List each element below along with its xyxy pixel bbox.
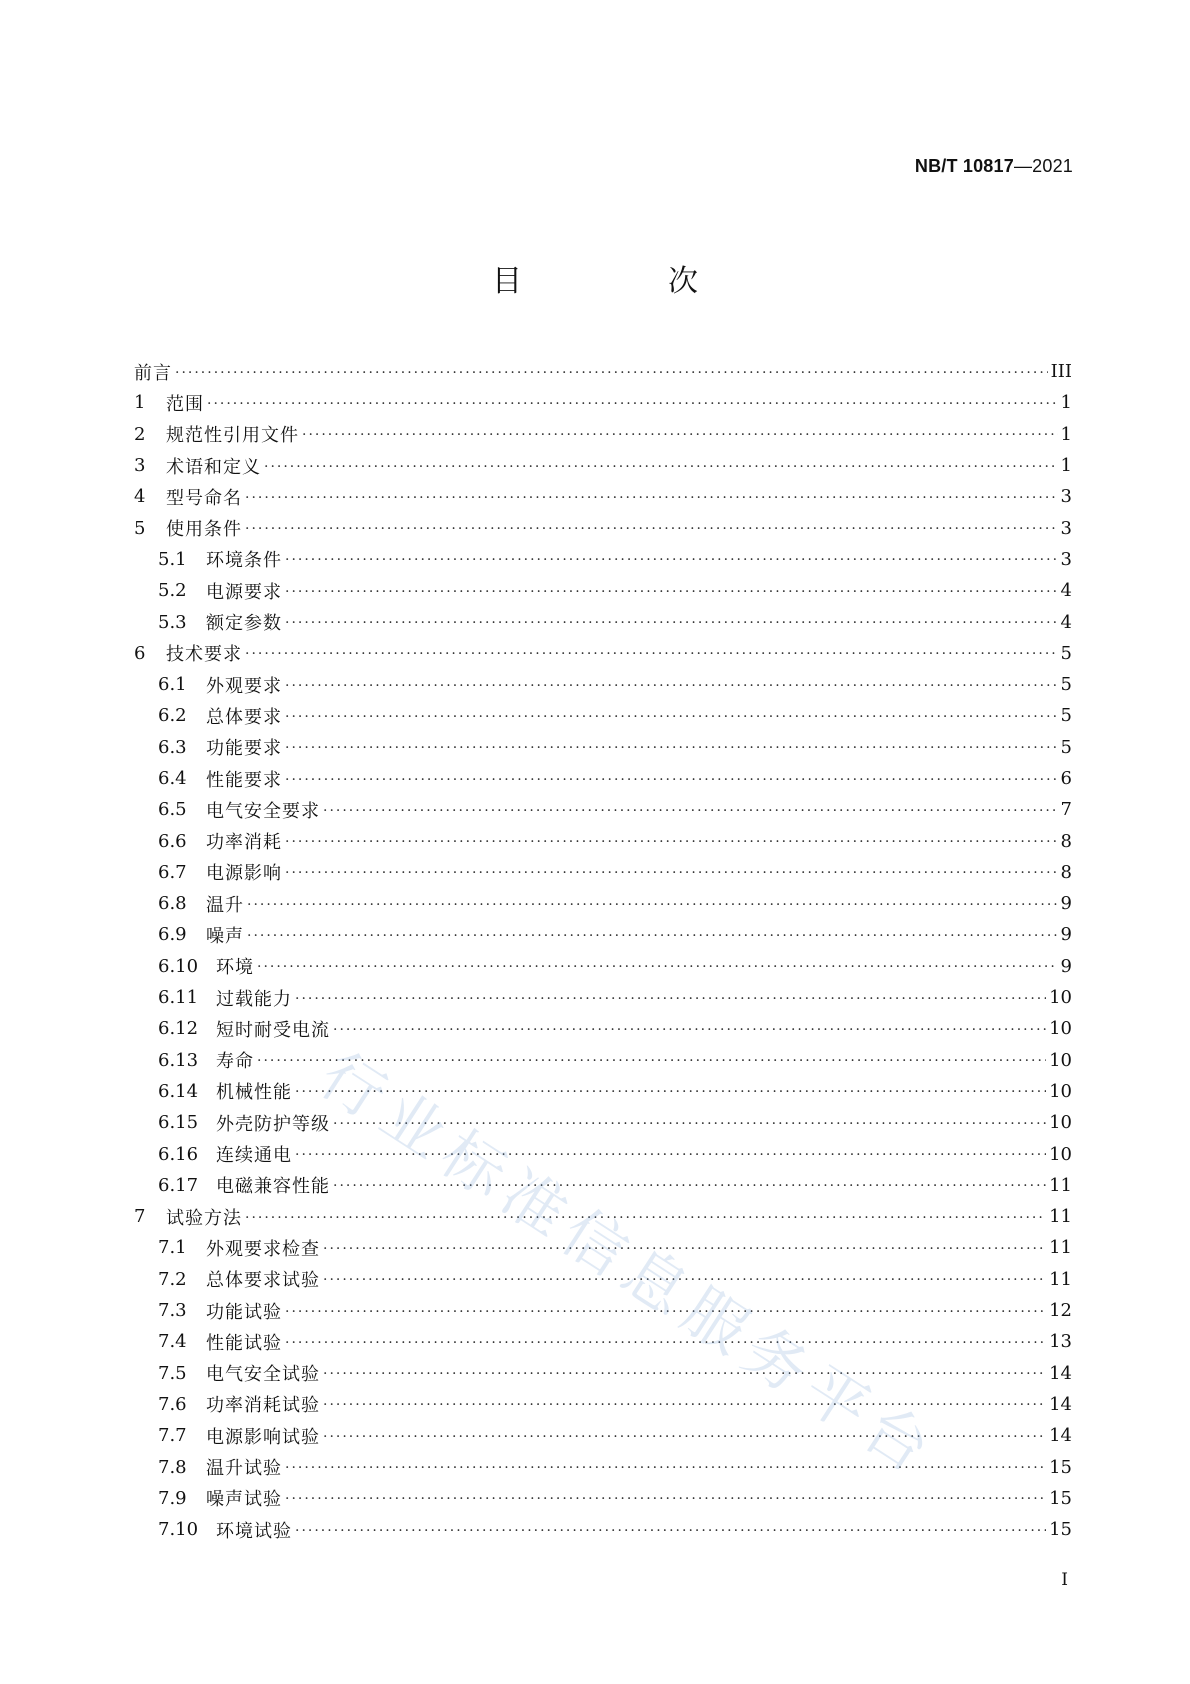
toc-entry[interactable] (134, 575, 1072, 606)
toc-entry[interactable] (134, 387, 1072, 418)
toc-entry-number: 7.3 (158, 1300, 187, 1322)
toc-entry[interactable] (134, 1514, 1072, 1545)
toc-entry-page: 13 (1049, 1331, 1072, 1353)
toc-entry-number: 6.15 (158, 1112, 199, 1134)
toc-dot-leader (333, 1178, 1046, 1194)
toc-entry-page: 3 (1060, 486, 1072, 508)
toc-entry-number: 6.10 (158, 955, 199, 977)
toc-dot-leader (257, 959, 1058, 975)
toc-dot-leader (285, 552, 1058, 568)
toc-entry-page: 1 (1060, 455, 1072, 477)
toc-entry-label: 外观要求检查 (206, 1238, 320, 1260)
toc-entry-number: 6.9 (158, 924, 187, 946)
toc-entry-label: 术语和定义 (166, 456, 261, 478)
toc-entry-label: 环境试验 (216, 1520, 292, 1542)
toc-entry-page: 10 (1049, 1049, 1072, 1071)
toc-entry-label: 电源要求 (206, 581, 282, 603)
toc-entry-page: 1 (1060, 423, 1072, 445)
toc-entry-number: 6.3 (158, 736, 187, 758)
watermark: 行业标准信息服务平台 (307, 1038, 952, 1492)
toc-entry[interactable] (134, 951, 1072, 982)
toc-entry-number: 4 (134, 486, 146, 508)
toc-entry-label: 连续通电 (216, 1145, 292, 1167)
toc-entry-number: 6.8 (158, 893, 187, 915)
toc-entry-label: 寿命 (216, 1051, 254, 1073)
toc-entry-page: 14 (1049, 1362, 1072, 1384)
toc-entry[interactable] (134, 919, 1072, 950)
toc-entry-label: 噪声试验 (206, 1489, 282, 1511)
toc-entry[interactable] (134, 1295, 1072, 1326)
toc-entry-label: 电磁兼容性能 (216, 1176, 330, 1198)
toc-dot-leader (285, 1304, 1046, 1320)
toc-entry-label: 功率消耗试验 (206, 1395, 320, 1417)
toc-entry-number: 6 (134, 642, 146, 664)
toc-entry-page: 3 (1060, 548, 1072, 570)
toc-entry[interactable] (134, 1358, 1072, 1389)
standard-code-number: NB/T 10817 (914, 156, 1014, 176)
toc-entry-label: 试验方法 (166, 1207, 242, 1229)
toc-entry-number: 6.13 (158, 1049, 199, 1071)
toc-dot-leader (285, 1491, 1046, 1507)
toc-entry[interactable] (134, 638, 1072, 669)
toc-entry[interactable] (134, 700, 1072, 731)
toc-entry-label: 额定参数 (206, 613, 282, 635)
toc-entry-page: 7 (1060, 799, 1072, 821)
toc-entry-number: 7.2 (158, 1268, 187, 1290)
toc-dot-leader (285, 678, 1058, 694)
toc-dot-leader (264, 459, 1058, 475)
toc-entry-label: 功能试验 (206, 1301, 282, 1323)
toc-entry-number: 7 (134, 1206, 146, 1228)
toc-entry-page: 11 (1049, 1174, 1072, 1196)
toc-dot-leader (323, 1366, 1046, 1382)
page-number: I (1061, 1570, 1068, 1590)
toc-dot-leader (285, 1460, 1046, 1476)
toc-entry[interactable] (134, 1264, 1072, 1295)
page-title: 目 次 (492, 264, 756, 299)
toc-entry[interactable] (134, 606, 1072, 637)
toc-entry-label: 型号命名 (166, 487, 242, 509)
toc-entry-number: 7.10 (158, 1519, 199, 1541)
toc-entry-label: 机械性能 (216, 1082, 292, 1104)
toc-entry[interactable] (134, 1483, 1072, 1514)
toc-entry-page: 11 (1049, 1206, 1072, 1228)
toc-entry-label: 温升试验 (206, 1458, 282, 1480)
toc-entry-number: 6.2 (158, 705, 187, 727)
toc-entry-label: 电气安全要求 (206, 800, 320, 822)
toc-entry[interactable] (134, 669, 1072, 700)
toc-entry-page: III (1050, 361, 1072, 383)
toc-entry-number: 7.5 (158, 1362, 187, 1384)
toc-entry[interactable] (134, 1326, 1072, 1357)
toc-entry-number: 5.3 (158, 611, 187, 633)
toc-dot-leader (295, 1147, 1046, 1163)
toc-entry[interactable] (134, 419, 1072, 450)
toc-entry-number: 6.5 (158, 799, 187, 821)
toc-entry-page: 4 (1060, 580, 1072, 602)
toc-dot-leader (245, 646, 1058, 662)
toc-dot-leader (333, 1022, 1046, 1038)
toc-dot-leader (285, 709, 1058, 725)
toc-entry[interactable] (134, 1076, 1072, 1107)
toc-entry[interactable] (134, 825, 1072, 856)
toc-entry-number: 2 (134, 423, 146, 445)
toc-entry[interactable] (134, 982, 1072, 1013)
toc-entry-page: 15 (1049, 1519, 1072, 1541)
toc-entry-number: 7.9 (158, 1487, 187, 1509)
toc-entry-page: 9 (1060, 893, 1072, 915)
toc-entry[interactable] (134, 450, 1072, 481)
toc-entry-page: 10 (1049, 1143, 1072, 1165)
toc-entry-page: 15 (1049, 1487, 1072, 1509)
toc-dot-leader (285, 772, 1058, 788)
toc-entry-page: 8 (1060, 861, 1072, 883)
toc-dot-leader (285, 865, 1058, 881)
toc-dot-leader (295, 991, 1046, 1007)
toc-entry-number: 7.8 (158, 1456, 187, 1478)
toc-dot-leader (323, 1429, 1046, 1445)
toc-dot-leader (245, 1210, 1046, 1226)
toc-entry-number: 6.16 (158, 1143, 199, 1165)
toc-entry-page: 9 (1060, 924, 1072, 946)
toc-entry-label: 前言 (134, 362, 172, 384)
toc-entry[interactable] (134, 857, 1072, 888)
toc-entry-number: 6.7 (158, 861, 187, 883)
toc-entry-number: 7.4 (158, 1331, 187, 1353)
toc-entry-number: 7.6 (158, 1393, 187, 1415)
toc-entry-page: 15 (1049, 1456, 1072, 1478)
toc-entry-number: 6.12 (158, 1018, 199, 1040)
toc-entry[interactable] (134, 481, 1072, 512)
toc-entry-label: 范围 (166, 393, 204, 415)
toc-entry-page: 10 (1049, 1080, 1072, 1102)
toc-entry-page: 14 (1049, 1425, 1072, 1447)
toc-entry[interactable] (134, 512, 1072, 543)
toc-entry-number: 3 (134, 455, 146, 477)
toc-entry-label: 性能要求 (206, 769, 282, 791)
toc-dot-leader (285, 1335, 1046, 1351)
standard-code (915, 156, 1073, 177)
standard-code-year: —2021 (1013, 156, 1073, 176)
toc-entry-page: 8 (1060, 830, 1072, 852)
toc-entry-label: 电源影响 (206, 863, 282, 885)
toc-dot-leader (247, 897, 1058, 913)
toc-entry-label: 外观要求 (206, 675, 282, 697)
toc-entry-page: 10 (1049, 1018, 1072, 1040)
toc-entry-label: 性能试验 (206, 1332, 282, 1354)
toc-entry-label: 噪声 (206, 925, 244, 947)
toc-entry-label: 环境 (216, 957, 254, 979)
toc-dot-leader (295, 1523, 1046, 1539)
toc-entry-number: 6.11 (158, 987, 199, 1009)
toc-entry-number: 6.6 (158, 830, 187, 852)
toc-dot-leader (302, 427, 1058, 443)
toc-entry-label: 外壳防护等级 (216, 1113, 330, 1135)
toc-entry-number: 6.17 (158, 1174, 199, 1196)
toc-entry-number: 5.2 (158, 580, 187, 602)
toc-entry-label: 规范性引用文件 (166, 425, 299, 447)
toc-dot-leader (175, 365, 1048, 381)
toc-entry-number: 7.1 (158, 1237, 187, 1259)
toc-entry-label: 环境条件 (206, 550, 282, 572)
toc-dot-leader (323, 1241, 1046, 1257)
toc-entry-label: 过载能力 (216, 988, 292, 1010)
toc-entry[interactable] (134, 1232, 1072, 1263)
toc-entry-page: 5 (1060, 674, 1072, 696)
toc-dot-leader (295, 1084, 1046, 1100)
toc-entry-page: 6 (1060, 768, 1072, 789)
toc-entry-number: 6.1 (158, 674, 187, 696)
toc-entry[interactable] (134, 763, 1072, 794)
toc-entry-label: 总体要求 (206, 706, 282, 728)
toc-entry-page: 10 (1049, 987, 1072, 1009)
toc-entry-page: 11 (1049, 1268, 1072, 1290)
toc-entry-label: 短时耐受电流 (216, 1019, 330, 1041)
toc-dot-leader (285, 740, 1058, 756)
toc-dot-leader (323, 1397, 1046, 1413)
toc-dot-leader (285, 615, 1058, 631)
toc-entry-page: 9 (1060, 955, 1072, 977)
toc-entry-number: 7.7 (158, 1425, 187, 1447)
toc-entry[interactable] (134, 1170, 1072, 1201)
toc-entry[interactable] (134, 1201, 1072, 1232)
toc-entry[interactable] (134, 356, 1072, 387)
toc-entry[interactable] (134, 1107, 1072, 1138)
toc-entry[interactable] (134, 1138, 1072, 1169)
toc-entry-page: 14 (1049, 1393, 1072, 1415)
toc-entry-page: 11 (1049, 1237, 1072, 1259)
toc-dot-leader (285, 834, 1058, 850)
toc-entry-page: 3 (1060, 517, 1072, 539)
toc-dot-leader (323, 803, 1058, 819)
toc-entry-page: 5 (1060, 705, 1072, 727)
toc-entry-number: 5.1 (158, 548, 187, 570)
toc-entry-label: 总体要求试验 (206, 1270, 320, 1292)
toc-entry-number: 1 (134, 392, 146, 414)
toc-dot-leader (247, 928, 1058, 944)
toc-dot-leader (207, 396, 1058, 412)
toc-entry-page: 5 (1060, 736, 1072, 758)
toc-entry[interactable] (134, 888, 1072, 919)
toc-entry-page: 12 (1049, 1300, 1072, 1322)
toc-entry-page: 5 (1060, 642, 1072, 664)
toc-entry[interactable] (134, 1389, 1072, 1420)
toc-entry-page: 10 (1049, 1112, 1072, 1134)
toc-dot-leader (245, 490, 1058, 506)
toc-entry[interactable] (134, 1045, 1072, 1076)
toc-entry-number: 6.4 (158, 768, 187, 789)
toc-entry-page: 1 (1060, 392, 1072, 414)
toc-entry-number: 5 (134, 517, 146, 539)
toc-entry[interactable] (134, 732, 1072, 763)
toc-entry[interactable] (134, 794, 1072, 825)
toc-entry-page: 4 (1060, 611, 1072, 633)
toc-entry-label: 温升 (206, 894, 244, 916)
table-of-contents (134, 356, 1072, 1545)
toc-entry-label: 技术要求 (166, 644, 242, 666)
toc-entry[interactable] (134, 544, 1072, 575)
toc-entry-label: 电源影响试验 (206, 1426, 320, 1448)
toc-dot-leader (333, 1116, 1046, 1132)
toc-entry[interactable] (134, 1013, 1072, 1044)
toc-entry-number: 6.14 (158, 1080, 199, 1102)
toc-dot-leader (257, 1053, 1046, 1069)
toc-dot-leader (285, 584, 1058, 600)
toc-entry-label: 功率消耗 (206, 832, 282, 854)
toc-dot-leader (323, 1272, 1046, 1288)
toc-entry[interactable] (134, 1451, 1072, 1482)
toc-dot-leader (245, 521, 1058, 537)
toc-entry[interactable] (134, 1420, 1072, 1451)
toc-entry-label: 使用条件 (166, 519, 242, 541)
toc-entry-label: 功能要求 (206, 738, 282, 760)
toc-entry-label: 电气安全试验 (206, 1364, 320, 1386)
